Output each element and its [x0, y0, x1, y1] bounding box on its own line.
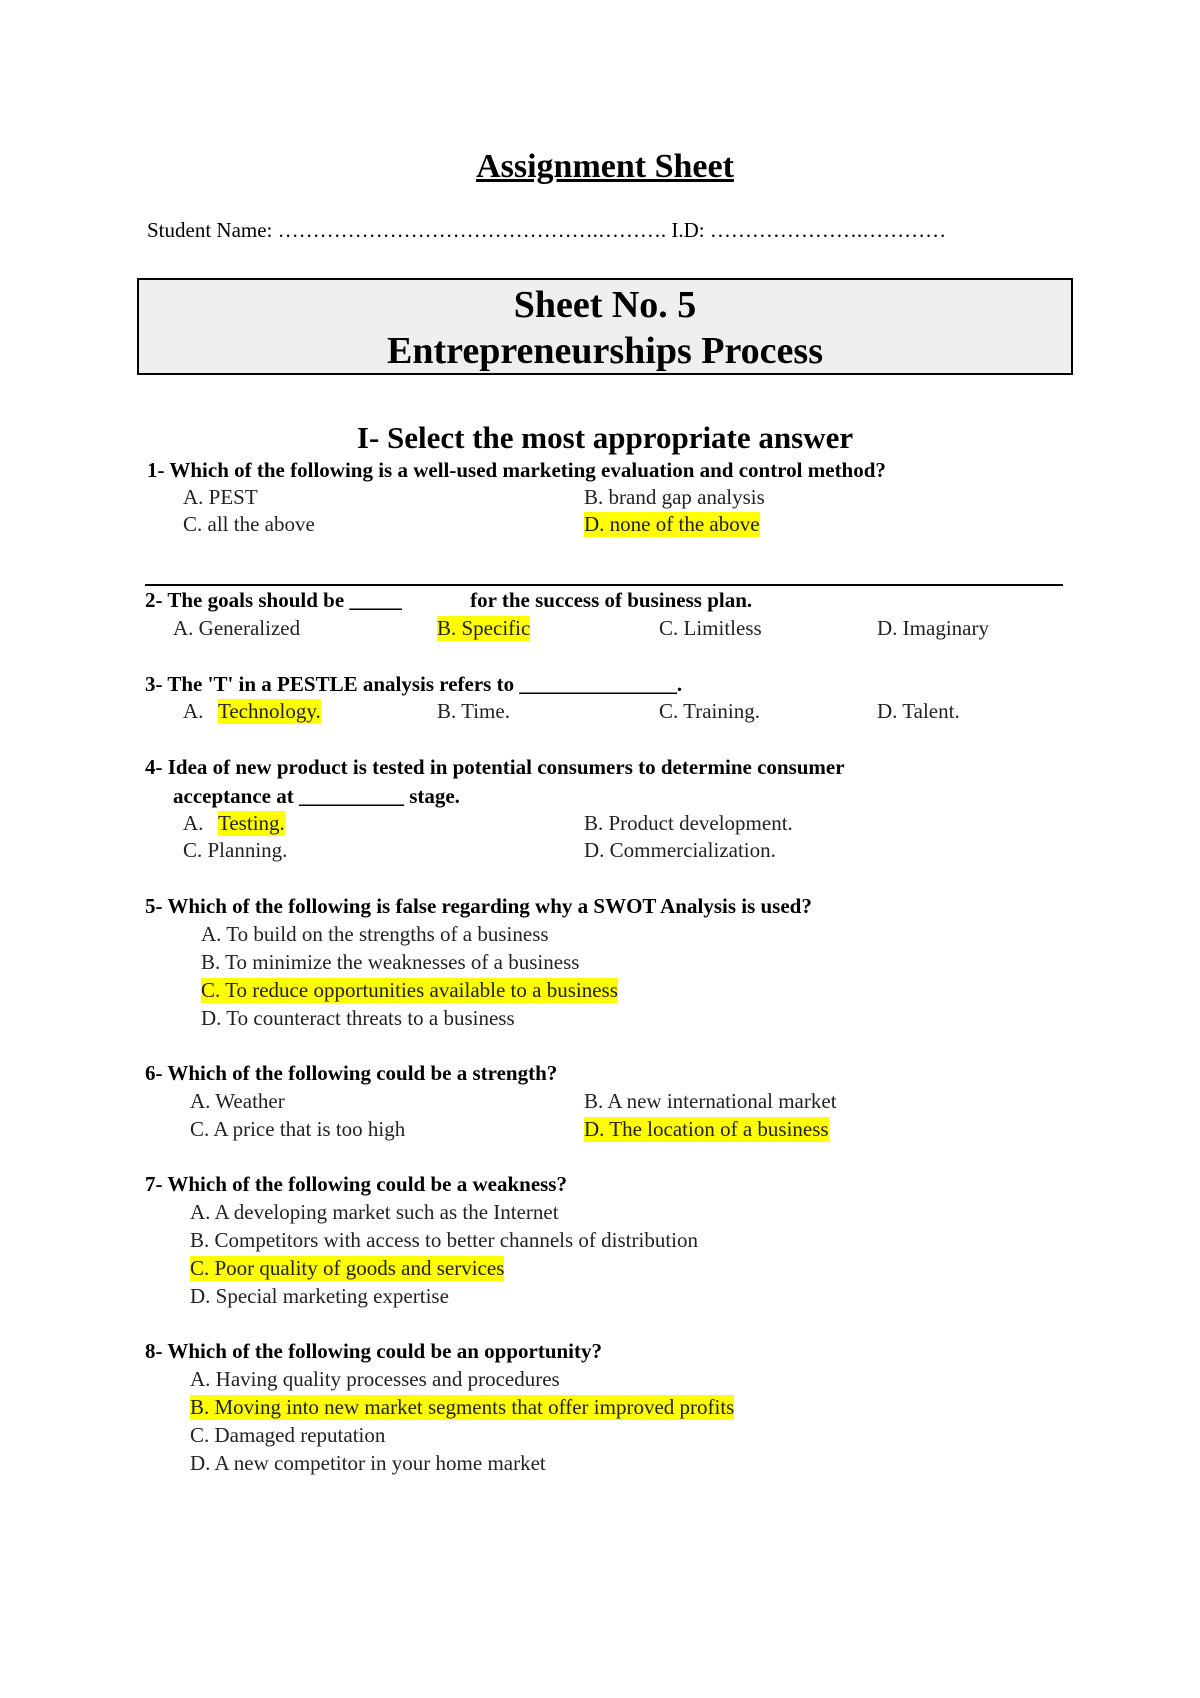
q6-option-b: B. A new international market [584, 1089, 837, 1113]
q5-option-c-answer: C. To reduce opportunities available to a business [201, 978, 618, 1002]
divider-line [145, 584, 1063, 586]
question-5: 5- Which of the following is false regarding why a SWOT Analysis is used? [145, 894, 812, 918]
q8-option-b-answer: B. Moving into new market segments that offer improved profits [190, 1395, 735, 1419]
q4-option-a-letter: A. [183, 811, 204, 835]
q6-option-a: A. Weather [190, 1089, 285, 1113]
q5-option-a: A. To build on the strengths of a business [201, 922, 549, 946]
q3-option-d: D. Talent. [877, 699, 960, 723]
q7-option-b: B. Competitors with access to better channels of distribution [190, 1228, 698, 1252]
sheet-header-box [137, 278, 1073, 375]
q2-option-b-answer: B. Specific [437, 616, 531, 640]
question-2: 2- The goals should be _____ for the success of business plan. [145, 588, 753, 612]
q2-option-d: D. Imaginary [877, 616, 989, 640]
question-4-line2: acceptance at __________ stage. [173, 784, 460, 808]
q7-option-c-answer: C. Poor quality of goods and services [190, 1256, 505, 1280]
student-info-line: Student Name: ……………………………………….………. I.D: ………………….………… [147, 218, 947, 242]
q3-option-a-letter: A. [183, 699, 204, 723]
q1-option-d-answer: D. none of the above [584, 512, 760, 536]
q8-option-c: C. Damaged reputation [190, 1423, 386, 1447]
question-1: 1- Which of the following is a well-used marketing evaluation and control method? [147, 458, 886, 482]
q7-option-a: A. A developing market such as the Internet [190, 1200, 559, 1224]
q3-option-c: C. Training. [659, 699, 760, 723]
question-6: 6- Which of the following could be a strength? [145, 1061, 558, 1085]
q4-option-c: C. Planning. [183, 838, 288, 862]
q8-option-d: D. A new competitor in your home market [190, 1451, 546, 1475]
question-4: 4- Idea of new product is tested in potential consumers to determine consumer [145, 755, 845, 779]
q1-option-c: C. all the above [183, 512, 315, 536]
q3-option-b: B. Time. [437, 699, 510, 723]
page-title: Assignment Sheet [476, 148, 734, 185]
q1-option-a: A. PEST [183, 485, 258, 509]
q5-option-d: D. To counteract threats to a business [201, 1006, 515, 1030]
q8-option-a: A. Having quality processes and procedures [190, 1367, 560, 1391]
q4-option-b: B. Product development. [584, 811, 793, 835]
q4-option-a-answer: Testing. [218, 811, 285, 835]
question-8: 8- Which of the following could be an opportunity? [145, 1339, 603, 1363]
q3-option-a-answer: Technology. [218, 699, 321, 723]
q7-option-d: D. Special marketing expertise [190, 1284, 449, 1308]
q1-option-b: B. brand gap analysis [584, 485, 765, 509]
sheet-number: Sheet No. 5 [513, 284, 697, 326]
q4-option-d: D. Commercialization. [584, 838, 776, 862]
sheet-topic: Entrepreneurships Process [387, 330, 823, 372]
q6-option-d-answer: D. The location of a business [584, 1117, 829, 1141]
q2-option-c: C. Limitless [659, 616, 762, 640]
question-3: 3- The 'T' in a PESTLE analysis refers to _______________. [145, 672, 683, 696]
q2-option-a: A. Generalized [173, 616, 301, 640]
q6-option-c: C. A price that is too high [190, 1117, 406, 1141]
question-7: 7- Which of the following could be a weakness? [145, 1172, 567, 1196]
section-heading: I- Select the most appropriate answer [356, 420, 854, 455]
q5-option-b: B. To minimize the weaknesses of a business [201, 950, 580, 974]
